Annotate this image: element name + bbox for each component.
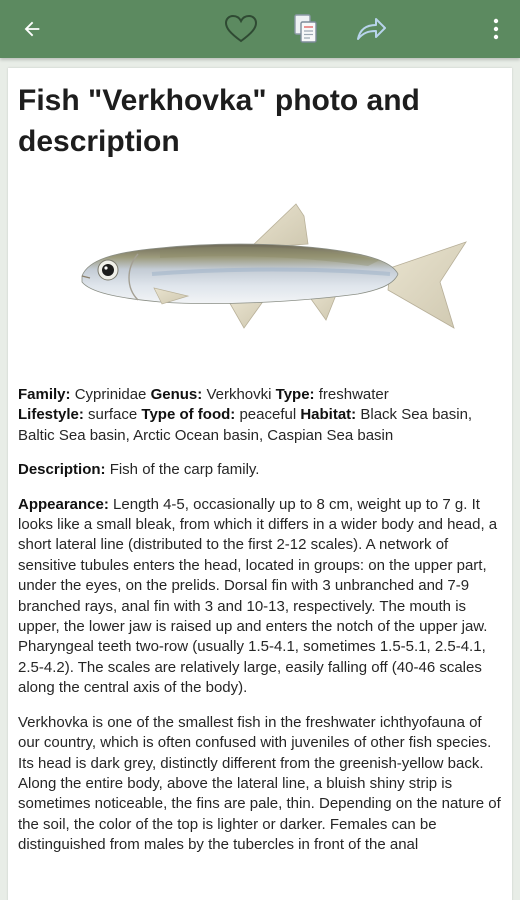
fish-image — [68, 196, 468, 336]
back-button[interactable] — [8, 0, 56, 58]
family-label: Family: — [18, 386, 71, 403]
genus-value: Verkhovki — [206, 386, 272, 403]
share-forward-arrow-icon — [355, 16, 387, 42]
appearance-label: Appearance: — [18, 495, 109, 513]
article-card — [8, 68, 512, 900]
body-paragraph: Verkhovka is one of the smallest fish in the freshwater ichthyofauna of our country, which is often confused with juveniles of other fish species. Its head is dark grey, distinctly different from the greenish-yellow back. Along the entire body, above the lateral line, a bluish shiny strip is sometimes noticeable, the fins are pale, thin. Depending on the nature of the soil, the color of the top is lighter or darker. Females can be distinguished from males by the tubercles in front of the anal — [18, 713, 501, 854]
description-label: Description: — [18, 461, 106, 479]
type-label: Type: — [275, 386, 315, 403]
habitat-value: Black Sea basin, Baltic Sea basin, Arctic Ocean basin, Caspian Sea basin — [18, 406, 473, 444]
copy-button[interactable] — [282, 0, 330, 58]
top-toolbar — [0, 0, 520, 58]
type-value: freshwater — [318, 386, 389, 403]
article-body — [18, 385, 504, 870]
heart-outline-icon — [224, 14, 258, 44]
food-value: peaceful — [239, 406, 297, 424]
habitat-label: Habitat: — [300, 406, 357, 424]
lifestyle-value: surface — [88, 406, 138, 424]
arrow-back-icon — [21, 18, 43, 40]
appearance-text: Length 4-5, occasionally up to 8 cm, weight up to 7 g. It looks like a small bleak, from which it differs in a wider body and head, a short lateral line (distributed to the first 2-12 scales). A network of sensitive tubules enters the head, located in groups: on the upper part, under the eyes, on the prelids. Dorsal fin with 3 unbranched and 7-9 branched rays, anal fin with 3 and 10-13, respectively. The mouth is upper, the lower jaw is raised up and enters the notch of the upper jaw. Pharyngeal teeth two-row (usually 1.5-4.1, sometimes 1.5-5.1, 2.5-4.1, 2.5-4.2). The scales are relatively large, easily falling off (40-46 scales along the central axis of the body). — [18, 495, 498, 697]
more-options-button[interactable] — [472, 0, 520, 58]
genus-label: Genus: — [150, 386, 203, 403]
more-vertical-icon — [492, 18, 500, 40]
info-paragraph — [18, 385, 504, 446]
family-value: Cyprinidae — [74, 386, 147, 403]
description-text: Fish of the carp family. — [109, 461, 260, 479]
food-label: Type of food: — [141, 406, 236, 424]
share-button[interactable] — [347, 0, 395, 58]
article-title: Fish "Verkhovka" photo and description — [18, 84, 420, 158]
copy-document-icon — [292, 13, 320, 45]
appearance-paragraph — [18, 495, 504, 699]
description-paragraph — [18, 460, 504, 480]
favorite-button[interactable] — [217, 0, 265, 58]
lifestyle-label: Lifestyle: — [18, 406, 84, 424]
